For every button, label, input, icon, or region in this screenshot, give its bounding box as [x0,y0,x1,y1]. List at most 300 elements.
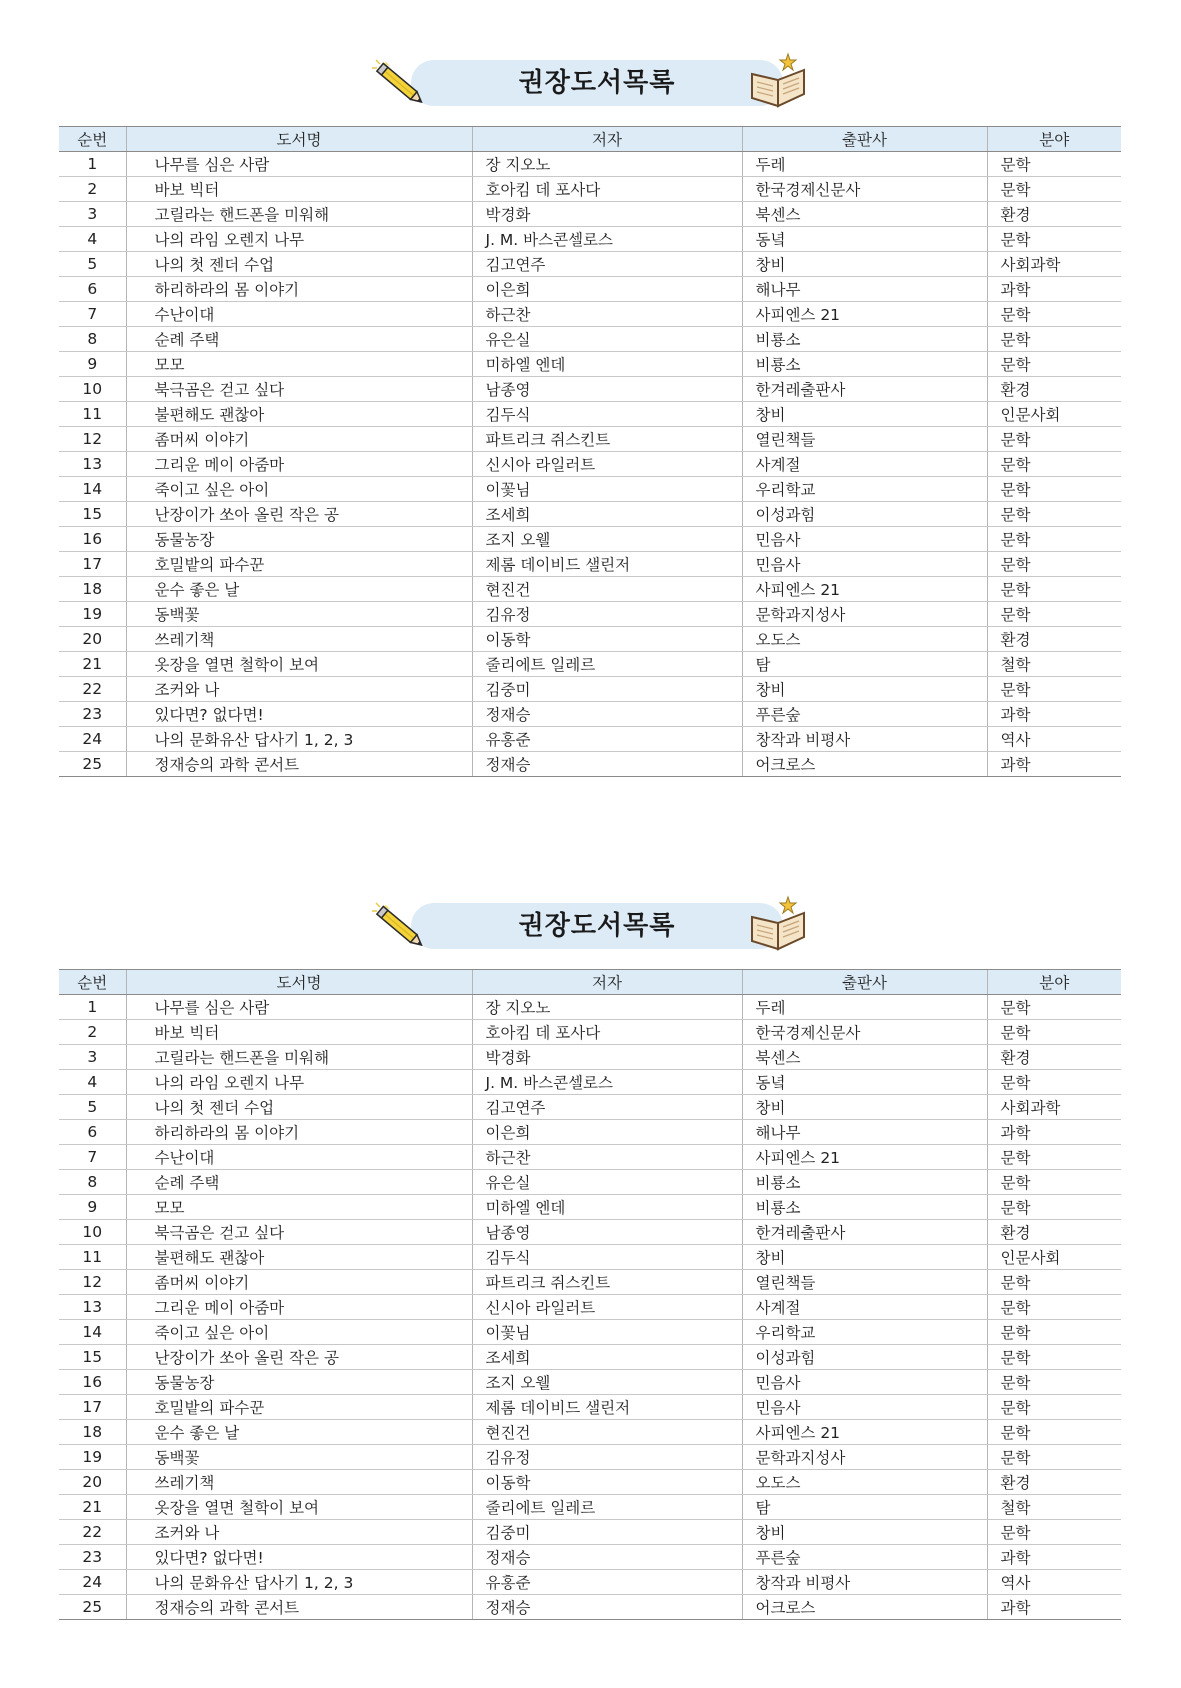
cell-publisher: 한겨레출판사 [742,1220,987,1245]
cell-number: 21 [59,652,126,677]
cell-author: 현진건 [472,1420,742,1445]
table-row [59,652,1121,677]
cell-author: 신시아 라일러트 [472,452,742,477]
cell-category: 문학 [987,1395,1121,1420]
cell-publisher: 동녘 [742,227,987,252]
cell-category: 문학 [987,995,1121,1020]
table-row [59,302,1121,327]
cell-publisher: 이성과힘 [742,502,987,527]
table-row [59,1345,1121,1370]
table-row [59,627,1121,652]
table-row [59,177,1121,202]
cell-publisher: 우리학교 [742,477,987,502]
cell-author: 제롬 데이비드 샐린저 [472,552,742,577]
cell-author: 박경화 [472,1045,742,1070]
cell-publisher: 어크로스 [742,1595,987,1620]
cell-publisher: 사계절 [742,1295,987,1320]
cell-number: 17 [59,1395,126,1420]
cell-category: 문학 [987,352,1121,377]
table-row [59,152,1121,177]
cell-author: 유은실 [472,1170,742,1195]
cell-publisher: 두레 [742,995,987,1020]
cell-category: 사회과학 [987,1095,1121,1120]
cell-publisher: 해나무 [742,1120,987,1145]
column-header-number: 순번 [59,970,126,995]
cell-title: 있다면? 없다면! [126,1545,472,1570]
cell-title: 나의 라임 오렌지 나무 [126,227,472,252]
cell-category: 문학 [987,1295,1121,1320]
cell-category: 인문사회 [987,1245,1121,1270]
table-row [59,1045,1121,1070]
cell-author: 하근찬 [472,1145,742,1170]
cell-category: 문학 [987,1270,1121,1295]
cell-author: 이동학 [472,1470,742,1495]
cell-publisher: 창비 [742,402,987,427]
cell-publisher: 북센스 [742,202,987,227]
cell-number: 14 [59,477,126,502]
cell-category: 과학 [987,277,1121,302]
cell-author: 파트리크 쥐스킨트 [472,1270,742,1295]
cell-publisher: 열린책들 [742,427,987,452]
page-title: 권장도서목록 [518,68,676,98]
cell-author: 정재승 [472,1545,742,1570]
cell-title: 옷장을 열면 철학이 보여 [126,1495,472,1520]
cell-publisher: 창비 [742,1520,987,1545]
cell-number: 24 [59,727,126,752]
cell-category: 환경 [987,627,1121,652]
table-row [59,1320,1121,1345]
table-row [59,1470,1121,1495]
recommended-books-table [59,126,1121,777]
table-row [59,1020,1121,1045]
cell-author: 김고연주 [472,252,742,277]
cell-number: 24 [59,1570,126,1595]
cell-publisher: 사계절 [742,452,987,477]
cell-number: 1 [59,152,126,177]
cell-publisher: 창비 [742,1095,987,1120]
cell-title: 운수 좋은 날 [126,1420,472,1445]
cell-title: 그리운 메이 아줌마 [126,452,472,477]
table-row [59,1270,1121,1295]
cell-number: 13 [59,1295,126,1320]
cell-number: 1 [59,995,126,1020]
cell-publisher: 비룡소 [742,1170,987,1195]
table-row [59,677,1121,702]
cell-publisher: 한국경제신문사 [742,177,987,202]
cell-author: 김유정 [472,602,742,627]
column-header-publisher: 출판사 [742,970,987,995]
cell-title: 옷장을 열면 철학이 보여 [126,652,472,677]
cell-category: 과학 [987,752,1121,777]
cell-number: 11 [59,402,126,427]
cell-author: 유홍준 [472,1570,742,1595]
cell-author: 박경화 [472,202,742,227]
cell-title: 정재승의 과학 콘서트 [126,752,472,777]
cell-number: 8 [59,327,126,352]
cell-author: 신시아 라일러트 [472,1295,742,1320]
cell-author: 김중미 [472,677,742,702]
cell-title: 운수 좋은 날 [126,577,472,602]
cell-category: 환경 [987,1045,1121,1070]
cell-number: 4 [59,227,126,252]
table-row [59,1495,1121,1520]
cell-title: 동백꽃 [126,602,472,627]
cell-author: 남종영 [472,1220,742,1245]
cell-publisher: 문학과지성사 [742,1445,987,1470]
cell-category: 인문사회 [987,402,1121,427]
cell-title: 모모 [126,1195,472,1220]
cell-category: 과학 [987,1595,1121,1620]
page-title: 권장도서목록 [518,911,676,941]
cell-title: 좀머씨 이야기 [126,427,472,452]
cell-publisher: 문학과지성사 [742,602,987,627]
cell-category: 환경 [987,1470,1121,1495]
cell-author: 이꽃님 [472,1320,742,1345]
cell-title: 좀머씨 이야기 [126,1270,472,1295]
cell-author: 남종영 [472,377,742,402]
cell-publisher: 비룡소 [742,327,987,352]
cell-author: 하근찬 [472,302,742,327]
cell-author: 정재승 [472,752,742,777]
cell-author: 김중미 [472,1520,742,1545]
cell-title: 호밀밭의 파수꾼 [126,552,472,577]
open-book-icon [748,52,810,110]
cell-category: 문학 [987,602,1121,627]
cell-title: 고릴라는 핸드폰을 미워해 [126,1045,472,1070]
cell-number: 5 [59,1095,126,1120]
cell-title: 불편해도 괜찮아 [126,402,472,427]
cell-publisher: 창비 [742,252,987,277]
cell-number: 23 [59,702,126,727]
cell-title: 나의 라임 오렌지 나무 [126,1070,472,1095]
cell-author: 김두식 [472,1245,742,1270]
cell-number: 20 [59,1470,126,1495]
cell-author: 장 지오노 [472,152,742,177]
cell-category: 문학 [987,677,1121,702]
cell-title: 나의 첫 젠더 수업 [126,252,472,277]
cell-number: 13 [59,452,126,477]
table-row [59,377,1121,402]
cell-publisher: 비룡소 [742,352,987,377]
cell-author: 줄리에트 일레르 [472,652,742,677]
cell-number: 9 [59,352,126,377]
cell-title: 북극곰은 걷고 싶다 [126,1220,472,1245]
cell-author: 정재승 [472,1595,742,1620]
cell-publisher: 민음사 [742,552,987,577]
cell-category: 문학 [987,1520,1121,1545]
cell-number: 12 [59,427,126,452]
cell-title: 하리하라의 몸 이야기 [126,277,472,302]
title-banner [0,58,1181,110]
cell-number: 17 [59,552,126,577]
column-header-title: 도서명 [126,970,472,995]
table-row [59,352,1121,377]
cell-publisher: 푸른숲 [742,1545,987,1570]
cell-number: 18 [59,577,126,602]
cell-title: 동백꽃 [126,1445,472,1470]
cell-title: 바보 빅터 [126,1020,472,1045]
table-header-row [59,970,1121,995]
table-row [59,1070,1121,1095]
cell-category: 문학 [987,477,1121,502]
table-row [59,1370,1121,1395]
column-header-publisher: 출판사 [742,127,987,152]
cell-title: 나무를 심은 사람 [126,995,472,1020]
cell-number: 15 [59,502,126,527]
pencil-icon [368,56,432,112]
cell-publisher: 한국경제신문사 [742,1020,987,1045]
table-row [59,452,1121,477]
cell-category: 역사 [987,727,1121,752]
open-book-icon [748,895,810,953]
cell-number: 15 [59,1345,126,1370]
cell-number: 16 [59,527,126,552]
table-row [59,1595,1121,1620]
table-body [59,152,1121,777]
cell-publisher: 탐 [742,652,987,677]
table-row [59,1145,1121,1170]
cell-category: 문학 [987,327,1121,352]
cell-publisher: 두레 [742,152,987,177]
cell-number: 19 [59,1445,126,1470]
table-row [59,1245,1121,1270]
cell-title: 나의 첫 젠더 수업 [126,1095,472,1120]
cell-number: 10 [59,1220,126,1245]
title-banner [0,901,1181,953]
table-row [59,577,1121,602]
cell-number: 7 [59,1145,126,1170]
cell-number: 6 [59,277,126,302]
cell-title: 동물농장 [126,1370,472,1395]
cell-title: 나무를 심은 사람 [126,152,472,177]
cell-author: 이은희 [472,277,742,302]
cell-author: 호아킴 데 포사다 [472,177,742,202]
cell-category: 문학 [987,1195,1121,1220]
table-row [59,552,1121,577]
column-header-author: 저자 [472,970,742,995]
cell-author: 김유정 [472,1445,742,1470]
cell-category: 과학 [987,1120,1121,1145]
cell-publisher: 창작과 비평사 [742,727,987,752]
cell-publisher: 사피엔스 21 [742,1145,987,1170]
recommended-books-table [59,969,1121,1620]
table-row [59,527,1121,552]
cell-title: 죽이고 싶은 아이 [126,1320,472,1345]
cell-title: 동물농장 [126,527,472,552]
cell-category: 문학 [987,452,1121,477]
cell-number: 25 [59,752,126,777]
cell-publisher: 창비 [742,677,987,702]
cell-title: 수난이대 [126,1145,472,1170]
cell-author: 유홍준 [472,727,742,752]
table-row [59,277,1121,302]
table-row [59,252,1121,277]
cell-author: 줄리에트 일레르 [472,1495,742,1520]
cell-category: 문학 [987,1020,1121,1045]
table-row [59,1295,1121,1320]
cell-publisher: 이성과힘 [742,1345,987,1370]
cell-title: 죽이고 싶은 아이 [126,477,472,502]
cell-author: 정재승 [472,702,742,727]
cell-category: 문학 [987,1370,1121,1395]
cell-number: 12 [59,1270,126,1295]
book-list-section-1 [0,0,1181,774]
cell-publisher: 창비 [742,1245,987,1270]
column-header-title: 도서명 [126,127,472,152]
cell-author: 미하엘 엔데 [472,1195,742,1220]
cell-publisher: 해나무 [742,277,987,302]
table-row [59,602,1121,627]
cell-category: 문학 [987,1070,1121,1095]
cell-author: 파트리크 쥐스킨트 [472,427,742,452]
cell-author: 조지 오웰 [472,1370,742,1395]
table-row [59,1220,1121,1245]
cell-category: 사회과학 [987,252,1121,277]
book-list-section-2 [0,843,1181,1617]
cell-title: 순례 주택 [126,1170,472,1195]
column-header-number: 순번 [59,127,126,152]
table-row [59,1170,1121,1195]
table-row [59,702,1121,727]
cell-publisher: 사피엔스 21 [742,577,987,602]
cell-author: 호아킴 데 포사다 [472,1020,742,1045]
cell-publisher: 오도스 [742,1470,987,1495]
cell-title: 있다면? 없다면! [126,702,472,727]
column-header-author: 저자 [472,127,742,152]
cell-category: 환경 [987,1220,1121,1245]
table-row [59,502,1121,527]
cell-author: 김고연주 [472,1095,742,1120]
cell-author: 장 지오노 [472,995,742,1020]
table-row [59,1395,1121,1420]
column-header-category: 분야 [987,970,1121,995]
cell-author: J. M. 바스콘셀로스 [472,227,742,252]
cell-author: 미하엘 엔데 [472,352,742,377]
cell-number: 10 [59,377,126,402]
table-row [59,1570,1121,1595]
cell-number: 2 [59,177,126,202]
column-header-category: 분야 [987,127,1121,152]
cell-publisher: 비룡소 [742,1195,987,1220]
cell-category: 문학 [987,1445,1121,1470]
cell-author: 현진건 [472,577,742,602]
cell-author: 이동학 [472,627,742,652]
table-row [59,1120,1121,1145]
table-row [59,227,1121,252]
cell-publisher: 푸른숲 [742,702,987,727]
cell-number: 21 [59,1495,126,1520]
pencil-icon [368,899,432,955]
table-row [59,727,1121,752]
cell-publisher: 탐 [742,1495,987,1520]
cell-publisher: 열린책들 [742,1270,987,1295]
table-row [59,752,1121,777]
cell-number: 16 [59,1370,126,1395]
cell-author: 이꽃님 [472,477,742,502]
table-header-row [59,127,1121,152]
table-row [59,1520,1121,1545]
cell-publisher: 어크로스 [742,752,987,777]
cell-category: 문학 [987,152,1121,177]
cell-publisher: 오도스 [742,627,987,652]
cell-publisher: 우리학교 [742,1320,987,1345]
cell-publisher: 사피엔스 21 [742,302,987,327]
cell-title: 바보 빅터 [126,177,472,202]
cell-number: 11 [59,1245,126,1270]
cell-publisher: 민음사 [742,527,987,552]
table-row [59,1195,1121,1220]
cell-number: 5 [59,252,126,277]
cell-category: 문학 [987,227,1121,252]
cell-category: 과학 [987,702,1121,727]
cell-title: 정재승의 과학 콘서트 [126,1595,472,1620]
cell-number: 22 [59,1520,126,1545]
cell-title: 난장이가 쏘아 올린 작은 공 [126,1345,472,1370]
cell-title: 수난이대 [126,302,472,327]
cell-category: 과학 [987,1545,1121,1570]
cell-category: 문학 [987,302,1121,327]
cell-category: 환경 [987,202,1121,227]
cell-publisher: 창작과 비평사 [742,1570,987,1595]
cell-number: 3 [59,1045,126,1070]
cell-category: 역사 [987,1570,1121,1595]
cell-number: 4 [59,1070,126,1095]
cell-author: J. M. 바스콘셀로스 [472,1070,742,1095]
cell-category: 환경 [987,377,1121,402]
cell-number: 19 [59,602,126,627]
cell-title: 하리하라의 몸 이야기 [126,1120,472,1145]
cell-category: 문학 [987,1345,1121,1370]
table-row [59,1545,1121,1570]
cell-title: 나의 문화유산 답사기 1, 2, 3 [126,1570,472,1595]
cell-title: 쓰레기책 [126,627,472,652]
cell-author: 조지 오웰 [472,527,742,552]
cell-category: 철학 [987,1495,1121,1520]
table-row [59,427,1121,452]
cell-title: 난장이가 쏘아 올린 작은 공 [126,502,472,527]
cell-title: 조커와 나 [126,1520,472,1545]
cell-category: 철학 [987,652,1121,677]
cell-number: 9 [59,1195,126,1220]
cell-title: 북극곰은 걷고 싶다 [126,377,472,402]
cell-title: 순례 주택 [126,327,472,352]
cell-publisher: 사피엔스 21 [742,1420,987,1445]
table-row [59,1445,1121,1470]
cell-publisher: 한겨레출판사 [742,377,987,402]
table-row [59,477,1121,502]
cell-author: 유은실 [472,327,742,352]
table-row [59,327,1121,352]
cell-number: 25 [59,1595,126,1620]
cell-category: 문학 [987,1320,1121,1345]
cell-title: 호밀밭의 파수꾼 [126,1395,472,1420]
table-row [59,402,1121,427]
cell-number: 7 [59,302,126,327]
cell-number: 23 [59,1545,126,1570]
cell-publisher: 민음사 [742,1370,987,1395]
cell-category: 문학 [987,1170,1121,1195]
cell-category: 문학 [987,1145,1121,1170]
cell-category: 문학 [987,1420,1121,1445]
cell-author: 조세희 [472,1345,742,1370]
cell-category: 문학 [987,427,1121,452]
cell-author: 이은희 [472,1120,742,1145]
cell-publisher: 북센스 [742,1045,987,1070]
cell-category: 문학 [987,577,1121,602]
cell-title: 그리운 메이 아줌마 [126,1295,472,1320]
cell-number: 22 [59,677,126,702]
cell-number: 20 [59,627,126,652]
